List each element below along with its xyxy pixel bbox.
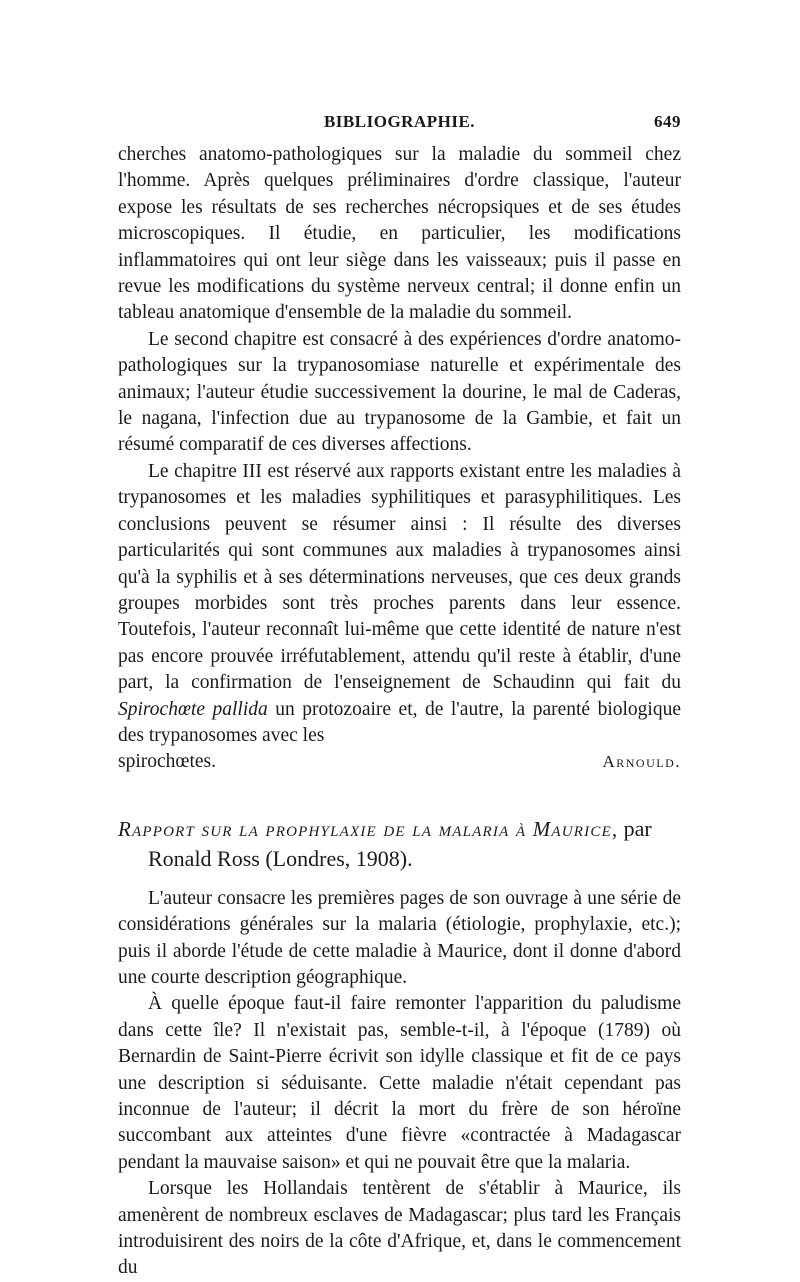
running-title: BIBLIOGRAPHIE.	[323, 112, 476, 131]
review-title: Rapport sur la prophylaxie de la malaria à Maurice,	[118, 816, 619, 841]
review-schaudinn-text	[118, 142, 681, 776]
paragraph: Lorsque les Hollandais tentèrent de s'établir à Maurice, ils amenèrent de nombreux esclaves de Madagascar; plus tard les Français introduisirent des noirs de la côte d'Afrique, et, dans le commencement du	[118, 1178, 681, 1279]
species-name: Spirochœte pallida	[118, 698, 268, 720]
reviewer-signature: Arnould.	[602, 752, 681, 772]
paragraph: À quelle époque faut-il faire remonter l'apparition du paludisme dans cette île? Il n'existait pas, semble-t-il, à l'époque (1789) où Bernardin de Saint-Pierre écrivit son idylle classique et fit de ce pays une description si séduisante. Cette maladie n'était cependant pas inconnue de l'auteur; il décrit la mort du frère de son héroïne succombant aux atteintes d'une fièvre «contractée à Madagascar pendant la mauvaise saison» et qui ne pouvait être que la malaria.	[118, 993, 681, 1173]
book-page	[118, 112, 681, 1282]
signature-line	[118, 749, 681, 775]
review-by: par	[623, 815, 652, 841]
paragraph-text: un protozoaire et, de l'autre, la parenté biologique des trypanosomes avec les	[118, 698, 681, 746]
paragraph	[118, 459, 681, 749]
paragraph: Le second chapitre est consacré à des expériences d'ordre anatomo-pathologiques sur la trypanosomiase naturelle et expérimentale des animaux; l'auteur étudie successivement la dourine, le mal de Caderas, le nagana, l'infection due au trypanosome de la Gambie, et fait un résumé comparatif de ces diverses affections.	[118, 328, 681, 456]
review-author: Ronald Ross (Londres, 1908).	[148, 845, 413, 871]
paragraph-text: Le chapitre III est réservé aux rapports existant entre les maladies à trypanosomes et les maladies syphilitiques et parasyphilitiques. Les conclusions peuvent se résumer ainsi : Il résulte des diverses particularités qui sont communes aux maladies à trypanosomes ainsi qu'à la syphilis et à ses déterminations nerveuses, que ces deux grands groupes morbides sont très proches parents dans leur essence. Toutefois, l'auteur reconnaît lui-même que cette identité de nature n'est pas encore prouvée irréfutablement, attendu qu'il reste à établir, d'une part, la confirmation de l'enseignement de Schaudinn qui fait du	[118, 460, 681, 694]
review-ross-text	[118, 886, 681, 1282]
paragraph: cherches anatomo-pathologiques sur la maladie du sommeil chez l'homme. Après quelques préliminaires d'ordre classique, l'auteur expose les résultats de ses recherches nécropsiques et de ses études microscopiques. Il étudie, en particulier, les modifications inflammatoires qui ont leur siège dans les vaisseaux; puis il passe en revue les modifications du système nerveux central; il donne enfin un tableau anatomique d'ensemble de la maladie du sommeil.	[118, 144, 681, 324]
page-number: 649	[654, 112, 681, 131]
paragraph: L'auteur consacre les premières pages de son ouvrage à une série de considérations générales sur la malaria (étiologie, prophylaxie, etc.); puis il aborde l'étude de cette maladie à Maurice, dont il donne d'abord une courte description géographique.	[118, 887, 681, 988]
review-heading	[118, 814, 681, 874]
paragraph-end: spirochœtes.	[118, 751, 217, 773]
running-head	[118, 112, 681, 142]
